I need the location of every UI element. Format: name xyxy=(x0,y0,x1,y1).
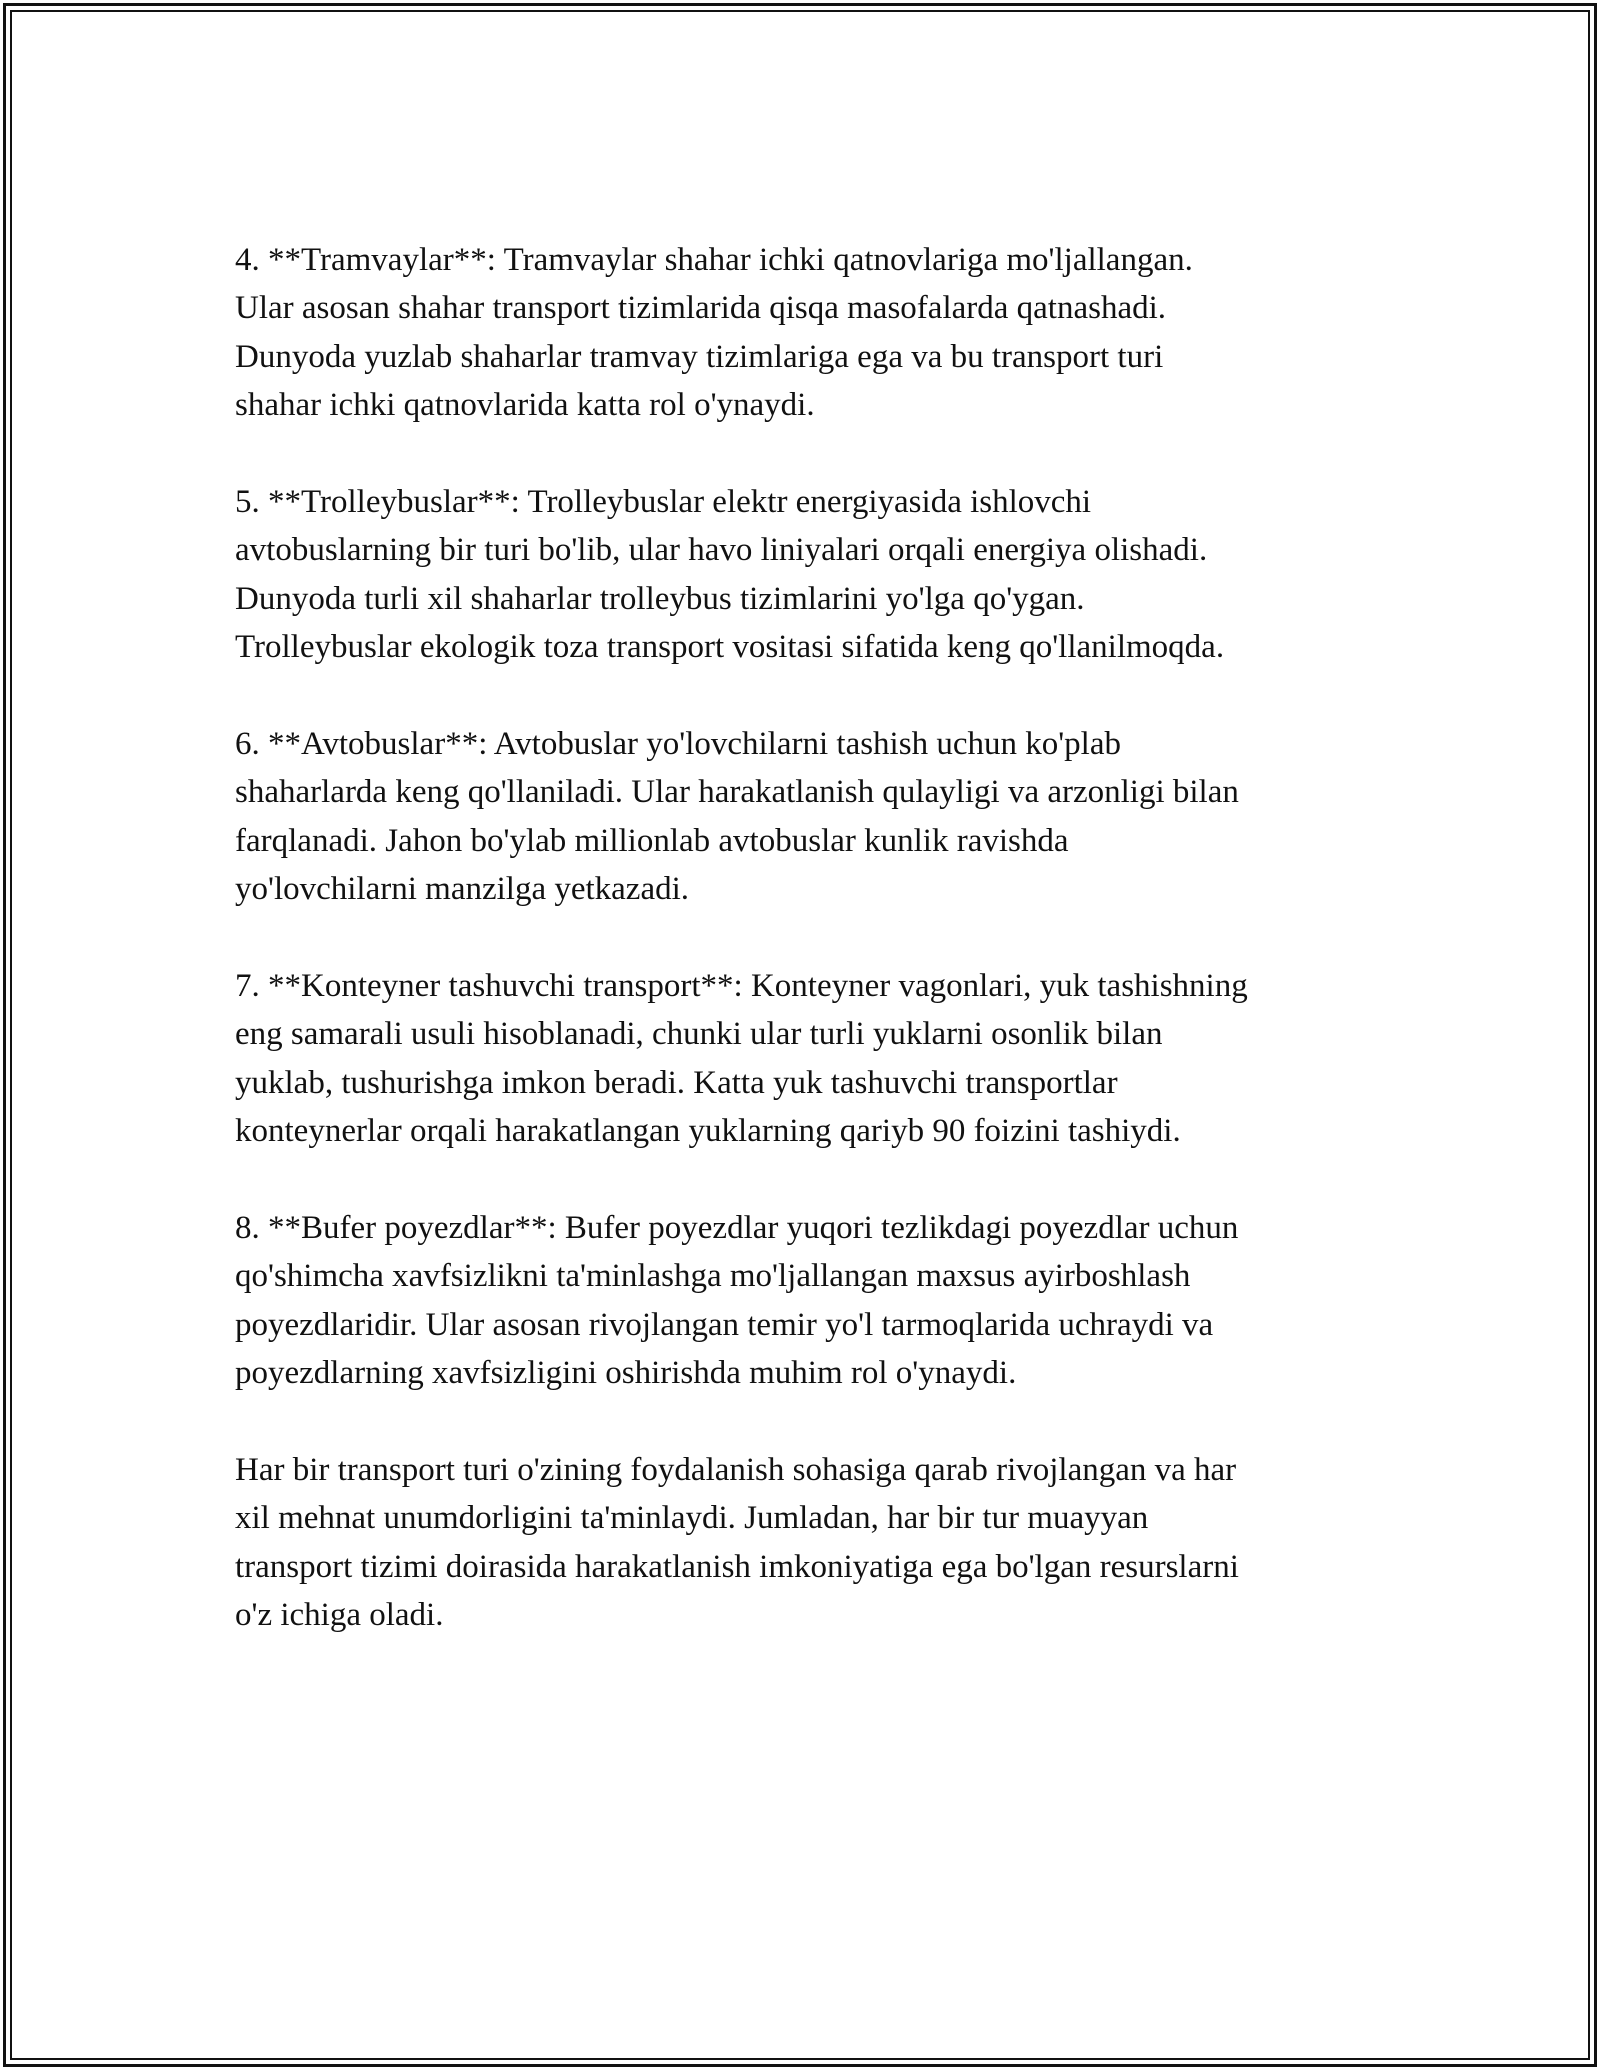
text-line: qo'shimcha xavfsizlikni ta'minlashga mo'ljallangan maxsus ayirboshlash xyxy=(235,1258,1191,1295)
text-line: Trolleybuslar ekologik toza transport vositasi sifatida keng qo'llanilmoqda. xyxy=(235,629,1225,666)
text-line: Ular asosan shahar transport tizimlarida qisqa masofalarda qatnashadi. xyxy=(235,290,1167,327)
paragraph-conclusion xyxy=(235,1446,1370,1640)
document-body xyxy=(235,236,1370,1688)
text-line: Dunyoda yuzlab shaharlar tramvay tizimlariga ega va bu transport turi xyxy=(235,338,1164,375)
text-line: yuklab, tushurishga imkon beradi. Katta yuk tashuvchi transportlar xyxy=(235,1064,1118,1101)
text-line: 6. **Avtobuslar**: Avtobuslar yo'lovchilarni tashish uchun ko'plab xyxy=(235,726,1121,763)
paragraph-bufer-poyezdlar xyxy=(235,1204,1370,1398)
text-line: yo'lovchilarni manzilga yetkazadi. xyxy=(235,871,690,908)
text-line: Har bir transport turi o'zining foydalanish sohasiga qarab rivojlangan va har xyxy=(235,1452,1237,1489)
text-line: 7. **Konteyner tashuvchi transport**: Konteyner vagonlari, yuk tashishning xyxy=(235,968,1248,1005)
text-line: konteynerlar orqali harakatlangan yuklarning qariyb 90 foizini tashiydi. xyxy=(235,1113,1181,1150)
text-line: eng samarali usuli hisoblanadi, chunki ular turli yuklarni osonlik bilan xyxy=(235,1016,1163,1053)
text-line: poyezdlaridir. Ular asosan rivojlangan temir yo'l tarmoqlarida uchraydi va xyxy=(235,1306,1214,1343)
text-line: farqlanadi. Jahon bo'ylab millionlab avtobuslar kunlik ravishda xyxy=(235,822,1069,859)
text-line: shahar ichki qatnovlarida katta rol o'ynaydi. xyxy=(235,387,815,424)
text-line: 5. **Trolleybuslar**: Trolleybuslar elektr energiyasida ishlovchi xyxy=(235,484,1092,521)
text-line: poyezdlarning xavfsizligini oshirishda muhim rol o'ynaydi. xyxy=(235,1355,1017,1392)
paragraph-avtobuslar xyxy=(235,720,1370,914)
paragraph-konteyner xyxy=(235,962,1370,1156)
text-line: avtobuslarning bir turi bo'lib, ular havo liniyalari orqali energiya olishadi. xyxy=(235,532,1208,569)
paragraph-trolleybuslar xyxy=(235,478,1370,672)
text-line: transport tizimi doirasida harakatlanish imkoniyatiga ega bo'lgan resurslarni xyxy=(235,1548,1239,1585)
text-line: xil mehnat unumdorligini ta'minlaydi. Jumladan, har bir tur muayyan xyxy=(235,1500,1149,1537)
text-line: Dunyoda turli xil shaharlar trolleybus tizimlarini yo'lga qo'ygan. xyxy=(235,580,1085,617)
text-line: o'z ichiga oladi. xyxy=(235,1597,444,1634)
text-line: 4. **Tramvaylar**: Tramvaylar shahar ichki qatnovlariga mo'ljallangan. xyxy=(235,242,1193,278)
paragraph-tramvaylar xyxy=(235,236,1370,430)
text-line: 8. **Bufer poyezdlar**: Bufer poyezdlar yuqori tezlikdagi poyezdlar uchun xyxy=(235,1210,1239,1247)
text-line: shaharlarda keng qo'llaniladi. Ular harakatlanish qulayligi va arzonligi bilan xyxy=(235,774,1239,811)
